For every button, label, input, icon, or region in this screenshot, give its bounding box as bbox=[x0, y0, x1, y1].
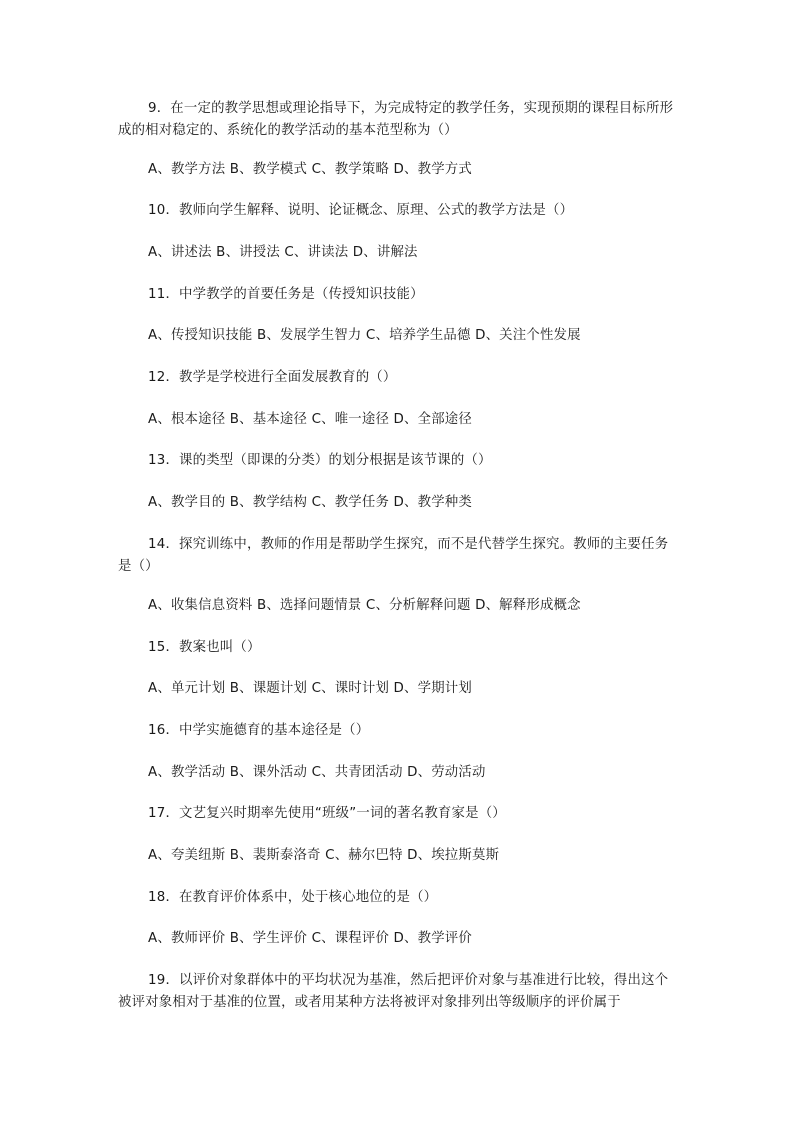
question-10-stem: 10．教师向学生解释、说明、论证概念、原理、公式的教学方法是（） bbox=[148, 203, 574, 218]
question-10-options: A、讲述法 B、讲授法 C、讲读法 D、讲解法 bbox=[148, 245, 418, 260]
question-19-stem: 19．以评价对象群体中的平均状况为基准，然后把评价对象与基准进行比较，得出这个被评对象相对于基准的位置，或者用某种方法将被评对象排列出等级顺序的评价属于 bbox=[118, 973, 669, 1010]
question-11-options: A、传授知识技能 B、发展学生智力 C、培养学生品德 D、关注个性发展 bbox=[148, 328, 581, 343]
question-13-stem: 13．课的类型（即课的分类）的划分根据是该节课的（） bbox=[148, 453, 492, 468]
question-17-stem: 17．文艺复兴时期率先使用“班级”一词的著名教育家是（） bbox=[148, 806, 506, 821]
question-12-stem: 12．教学是学校进行全面发展教育的（） bbox=[148, 370, 397, 385]
question-15-options: A、单元计划 B、课题计划 C、课时计划 D、学期计划 bbox=[148, 681, 472, 696]
question-16-stem: 16．中学实施德育的基本途径是（） bbox=[148, 723, 370, 738]
question-18-stem: 18．在教育评价体系中，处于核心地位的是（） bbox=[148, 890, 438, 905]
question-9-options: A、教学方法 B、教学模式 C、教学策略 D、教学方式 bbox=[148, 162, 472, 177]
question-9-stem: 9．在一定的教学思想或理论指导下，为完成特定的教学任务，实现预期的课程目标所形成的相对稳定的、系统化的教学活动的基本范型称为（） bbox=[118, 101, 674, 138]
question-15-stem: 15．教案也叫（） bbox=[148, 640, 261, 655]
question-13-options: A、教学目的 B、教学结构 C、教学任务 D、教学种类 bbox=[148, 495, 472, 510]
question-12-options: A、根本途径 B、基本途径 C、唯一途径 D、全部途径 bbox=[148, 412, 472, 427]
question-16-options: A、教学活动 B、课外活动 C、共青团活动 D、劳动活动 bbox=[148, 765, 486, 780]
question-14-stem: 14．探究训练中，教师的作用是帮助学生探究，而不是代替学生探究。教师的主要任务是（） bbox=[118, 537, 669, 574]
question-14-options: A、收集信息资料 B、选择问题情景 C、分析解释问题 D、解释形成概念 bbox=[148, 598, 581, 613]
question-17-options: A、夸美纽斯 B、裴斯泰洛奇 C、赫尔巴特 D、埃拉斯莫斯 bbox=[148, 848, 500, 863]
question-11-stem: 11．中学教学的首要任务是（传授知识技能） bbox=[148, 287, 424, 302]
question-18-options: A、教师评价 B、学生评价 C、课程评价 D、教学评价 bbox=[148, 931, 472, 946]
